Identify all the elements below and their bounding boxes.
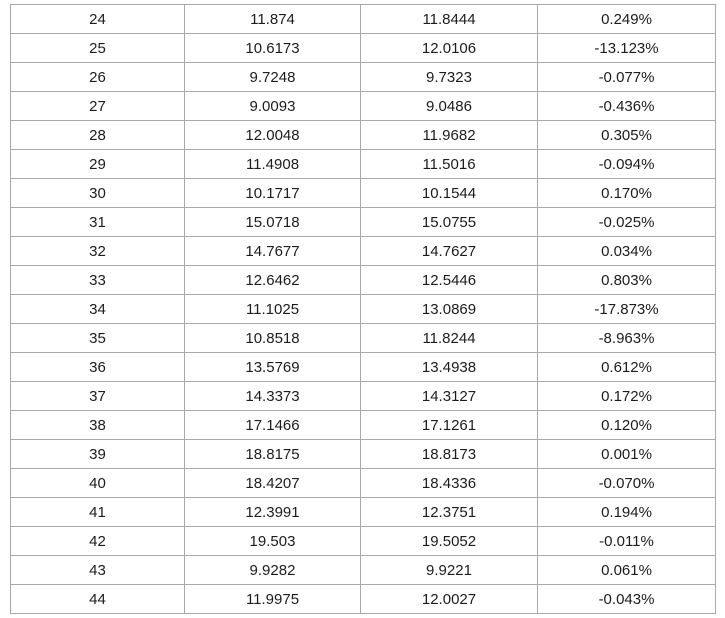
table-row — [11, 556, 716, 585]
table-cell: 18.8173 — [361, 440, 538, 469]
table-row — [11, 266, 716, 295]
table-row — [11, 5, 716, 34]
table-body — [11, 5, 716, 614]
table-cell: -0.070% — [538, 469, 716, 498]
table-cell: 11.4908 — [185, 150, 361, 179]
table-cell: 11.9682 — [361, 121, 538, 150]
table-cell: 14.7677 — [185, 237, 361, 266]
table-cell: 43 — [11, 556, 185, 585]
table-cell: 27 — [11, 92, 185, 121]
table-cell: 40 — [11, 469, 185, 498]
table-row — [11, 585, 716, 614]
table-cell: 42 — [11, 527, 185, 556]
table-cell: 17.1261 — [361, 411, 538, 440]
table-cell: 9.0093 — [185, 92, 361, 121]
table-row — [11, 324, 716, 353]
table-row — [11, 498, 716, 527]
table-cell: 0.061% — [538, 556, 716, 585]
table-cell: 33 — [11, 266, 185, 295]
table-cell: 14.3127 — [361, 382, 538, 411]
table-cell: 14.7627 — [361, 237, 538, 266]
table-cell: 15.0718 — [185, 208, 361, 237]
table-cell: 38 — [11, 411, 185, 440]
table-cell: 10.1544 — [361, 179, 538, 208]
table-row — [11, 179, 716, 208]
table-row — [11, 237, 716, 266]
table-cell: 37 — [11, 382, 185, 411]
table-cell: 13.4938 — [361, 353, 538, 382]
table-cell: -0.077% — [538, 63, 716, 92]
table-cell: 9.9282 — [185, 556, 361, 585]
table-cell: 28 — [11, 121, 185, 150]
table-row — [11, 527, 716, 556]
table-cell: 11.5016 — [361, 150, 538, 179]
table-cell: 12.0106 — [361, 34, 538, 63]
table-cell: 31 — [11, 208, 185, 237]
table-cell: 0.170% — [538, 179, 716, 208]
table-cell: 18.4336 — [361, 469, 538, 498]
table-cell: 13.5769 — [185, 353, 361, 382]
table-cell: 11.1025 — [185, 295, 361, 324]
table-cell: 32 — [11, 237, 185, 266]
table-cell: 35 — [11, 324, 185, 353]
table-row — [11, 382, 716, 411]
table-cell: 11.9975 — [185, 585, 361, 614]
table-cell: 18.4207 — [185, 469, 361, 498]
table-cell: 0.249% — [538, 5, 716, 34]
table-cell: 11.8444 — [361, 5, 538, 34]
table-cell: 10.1717 — [185, 179, 361, 208]
table-cell: 19.503 — [185, 527, 361, 556]
table-cell: 9.0486 — [361, 92, 538, 121]
table-cell: 12.3751 — [361, 498, 538, 527]
table-cell: 10.6173 — [185, 34, 361, 63]
table-cell: -0.436% — [538, 92, 716, 121]
table-cell: 12.0048 — [185, 121, 361, 150]
table-cell: 18.8175 — [185, 440, 361, 469]
table-cell: 9.7248 — [185, 63, 361, 92]
table-cell: -0.094% — [538, 150, 716, 179]
table-cell: -8.963% — [538, 324, 716, 353]
table-cell: 30 — [11, 179, 185, 208]
table-cell: 9.9221 — [361, 556, 538, 585]
table-cell: 10.8518 — [185, 324, 361, 353]
table-cell: 13.0869 — [361, 295, 538, 324]
table-row — [11, 150, 716, 179]
table-cell: 12.5446 — [361, 266, 538, 295]
table-cell: -17.873% — [538, 295, 716, 324]
table-cell: 0.001% — [538, 440, 716, 469]
table-cell: 41 — [11, 498, 185, 527]
table-cell: -13.123% — [538, 34, 716, 63]
table-row — [11, 63, 716, 92]
table-row — [11, 208, 716, 237]
table-cell: 0.803% — [538, 266, 716, 295]
table-cell: 11.874 — [185, 5, 361, 34]
table-cell: 29 — [11, 150, 185, 179]
table-cell: 11.8244 — [361, 324, 538, 353]
data-table — [10, 4, 716, 614]
table-cell: 34 — [11, 295, 185, 324]
table-cell: 0.172% — [538, 382, 716, 411]
table-cell: 12.0027 — [361, 585, 538, 614]
table-cell: 0.120% — [538, 411, 716, 440]
table-cell: 19.5052 — [361, 527, 538, 556]
table-cell: -0.025% — [538, 208, 716, 237]
table-cell: 36 — [11, 353, 185, 382]
table-cell: 39 — [11, 440, 185, 469]
table-cell: 26 — [11, 63, 185, 92]
table-cell: 12.3991 — [185, 498, 361, 527]
table-row — [11, 411, 716, 440]
table-row — [11, 121, 716, 150]
table-row — [11, 469, 716, 498]
table-row — [11, 440, 716, 469]
table-cell: 15.0755 — [361, 208, 538, 237]
table-row — [11, 295, 716, 324]
table-cell: 44 — [11, 585, 185, 614]
table-cell: 25 — [11, 34, 185, 63]
table-cell: 0.194% — [538, 498, 716, 527]
table-cell: 0.612% — [538, 353, 716, 382]
table-row — [11, 353, 716, 382]
table-cell: 0.305% — [538, 121, 716, 150]
table-cell: 12.6462 — [185, 266, 361, 295]
table-cell: -0.043% — [538, 585, 716, 614]
table-cell: 24 — [11, 5, 185, 34]
table-cell: 9.7323 — [361, 63, 538, 92]
table-cell: 0.034% — [538, 237, 716, 266]
table-row — [11, 92, 716, 121]
table-container — [10, 4, 716, 614]
table-cell: 14.3373 — [185, 382, 361, 411]
table-row — [11, 34, 716, 63]
table-cell: -0.011% — [538, 527, 716, 556]
table-cell: 17.1466 — [185, 411, 361, 440]
